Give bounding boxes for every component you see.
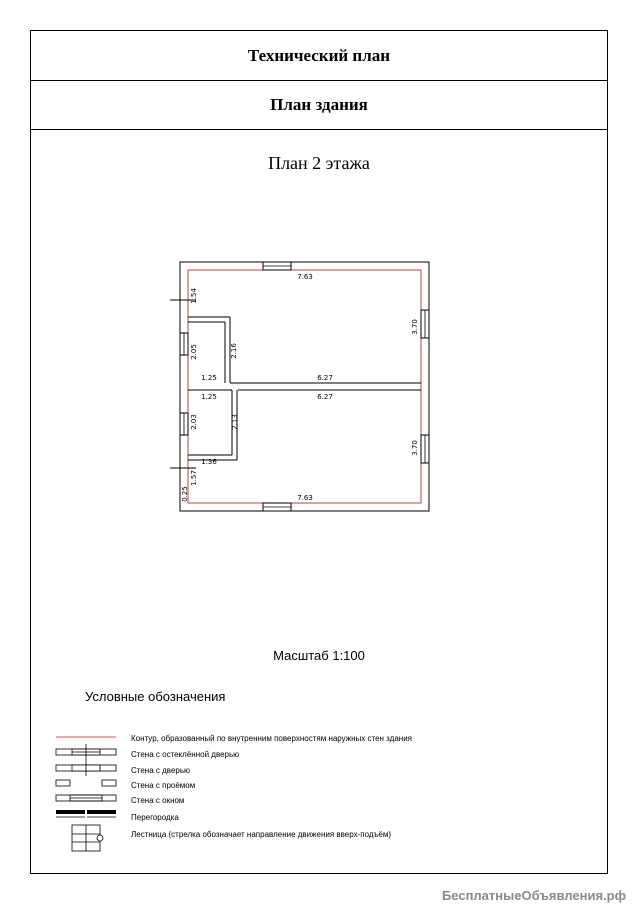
dim-bottom: 7.63 <box>297 494 313 502</box>
window-right-lower <box>421 435 429 463</box>
legend-symbol-door <box>56 760 116 776</box>
legend-text-window: Стена с окном <box>131 796 185 805</box>
legend-text-glass-door: Стена с остеклённой дверью <box>131 750 240 759</box>
window-top <box>263 262 291 270</box>
legend-text-door: Стена с дверью <box>131 766 191 775</box>
legend-symbol-stairs <box>72 825 103 851</box>
window-left-room2 <box>180 413 188 435</box>
dim-corridor-upper: 6.27 <box>317 374 333 382</box>
dim-right-upper: 3.70 <box>411 319 419 335</box>
outer-wall-outer <box>180 262 429 511</box>
outer-wall-inner <box>188 270 421 503</box>
dim-right-lower: 3.70 <box>411 440 419 456</box>
dim-left-tiny: 0.25 <box>181 486 189 502</box>
watermark: БесплатныеОбъявления.рф <box>441 888 626 903</box>
legend-title: Условные обозначения <box>85 689 226 704</box>
window-left-room1 <box>180 333 188 355</box>
document-title: Технический план <box>31 31 607 81</box>
dim-corridor-lower: 6.27 <box>317 393 333 401</box>
legend-text-contour: Контур, образованный по внутренним поверхностям наружных стен здания <box>131 734 412 743</box>
dim-left-lower: 1.57 <box>190 470 198 486</box>
legend-symbol-opening <box>56 780 116 786</box>
legend-symbol-glass-door <box>56 744 116 760</box>
dim-top: 7.63 <box>297 273 313 281</box>
legend-text-stairs: Лестница (стрелка обозначает направление движения вверх-подъём) <box>131 830 391 839</box>
document-subtitle: План здания <box>31 80 607 130</box>
dim-room2-left: 2.03 <box>190 414 198 430</box>
dim-room2-top: 1.25 <box>201 393 217 401</box>
window-bottom <box>263 503 291 511</box>
dim-room1-right: 2.16 <box>230 343 238 359</box>
window-right-upper <box>421 310 429 338</box>
scale-label: Масштаб 1:100 <box>273 648 365 663</box>
dim-room1-left: 2.05 <box>190 344 198 360</box>
dim-room1-bottom: 1.25 <box>201 374 217 382</box>
legend-text-opening: Стена с проёмом <box>131 781 196 790</box>
legend-text-partition: Перегородка <box>131 813 179 822</box>
floor-title: План 2 этажа <box>268 153 370 173</box>
dim-room2-bottom: 1.36 <box>201 458 217 466</box>
legend-symbol-partition <box>56 808 116 819</box>
dim-left-top: 1.54 <box>190 288 198 304</box>
inner-contour <box>188 270 421 503</box>
dim-room2-right: 2.13 <box>231 414 239 430</box>
legend-symbol-window <box>56 795 116 801</box>
